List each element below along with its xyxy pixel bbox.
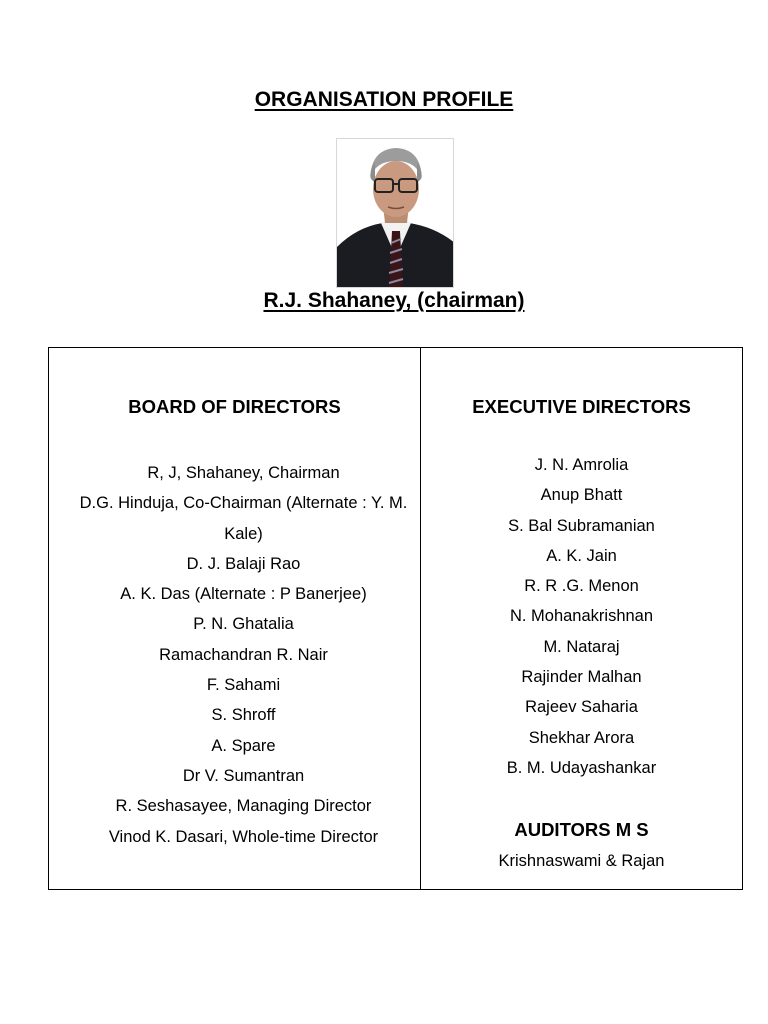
page-title: ORGANISATION PROFILE — [254, 88, 514, 111]
list-item: P. N. Ghatalia — [193, 615, 294, 634]
list-item: R. R .G. Menon — [524, 577, 639, 596]
directors-table — [48, 347, 743, 890]
executive-directors-heading: EXECUTIVE DIRECTORS — [472, 396, 691, 417]
list-item: S. Shroff — [211, 706, 276, 725]
executive-directors-list — [421, 450, 742, 783]
chairman-portrait — [336, 138, 454, 288]
executive-directors-column — [421, 348, 742, 889]
board-of-directors-heading: BOARD OF DIRECTORS — [128, 396, 341, 417]
list-item: Ramachandran R. Nair — [159, 645, 328, 664]
list-item: R. Seshasayee, Managing Director — [115, 797, 372, 816]
list-item: Kale) — [224, 524, 263, 543]
list-item: A. K. Das (Alternate : P Banerjee) — [120, 585, 367, 604]
list-item: Dr V. Sumantran — [182, 766, 305, 785]
list-item: F. Sahami — [206, 676, 281, 695]
list-item: M. Nataraj — [543, 637, 620, 656]
list-item: A. Spare — [211, 736, 276, 755]
list-item: Rajinder Malhan — [521, 668, 642, 687]
list-item: Vinod K. Dasari, Whole-time Director — [108, 827, 379, 846]
list-item: A. K. Jain — [546, 546, 617, 565]
chairman-caption: R.J. Shahaney, (chairman) — [263, 289, 525, 312]
list-item: N. Mohanakrishnan — [509, 607, 654, 626]
auditors-name: Krishnaswami & Rajan — [498, 852, 665, 870]
list-item: R, J, Shahaney, Chairman — [147, 464, 340, 482]
list-item: S. Bal Subramanian — [508, 516, 655, 535]
list-item: Rajeev Saharia — [525, 698, 638, 717]
list-item: D. J. Balaji Rao — [186, 554, 301, 573]
auditors-heading: AUDITORS M S — [514, 819, 649, 840]
list-item: Shekhar Arora — [528, 728, 635, 747]
list-item: D.G. Hinduja, Co-Chairman (Alternate : Y. M. — [79, 494, 408, 513]
list-item: J. N. Amrolia — [534, 456, 629, 474]
list-item: Anup Bhatt — [540, 486, 623, 505]
list-item: B. M. Udayashankar — [506, 758, 657, 777]
board-of-directors-column — [49, 348, 421, 889]
board-of-directors-list — [61, 458, 426, 852]
